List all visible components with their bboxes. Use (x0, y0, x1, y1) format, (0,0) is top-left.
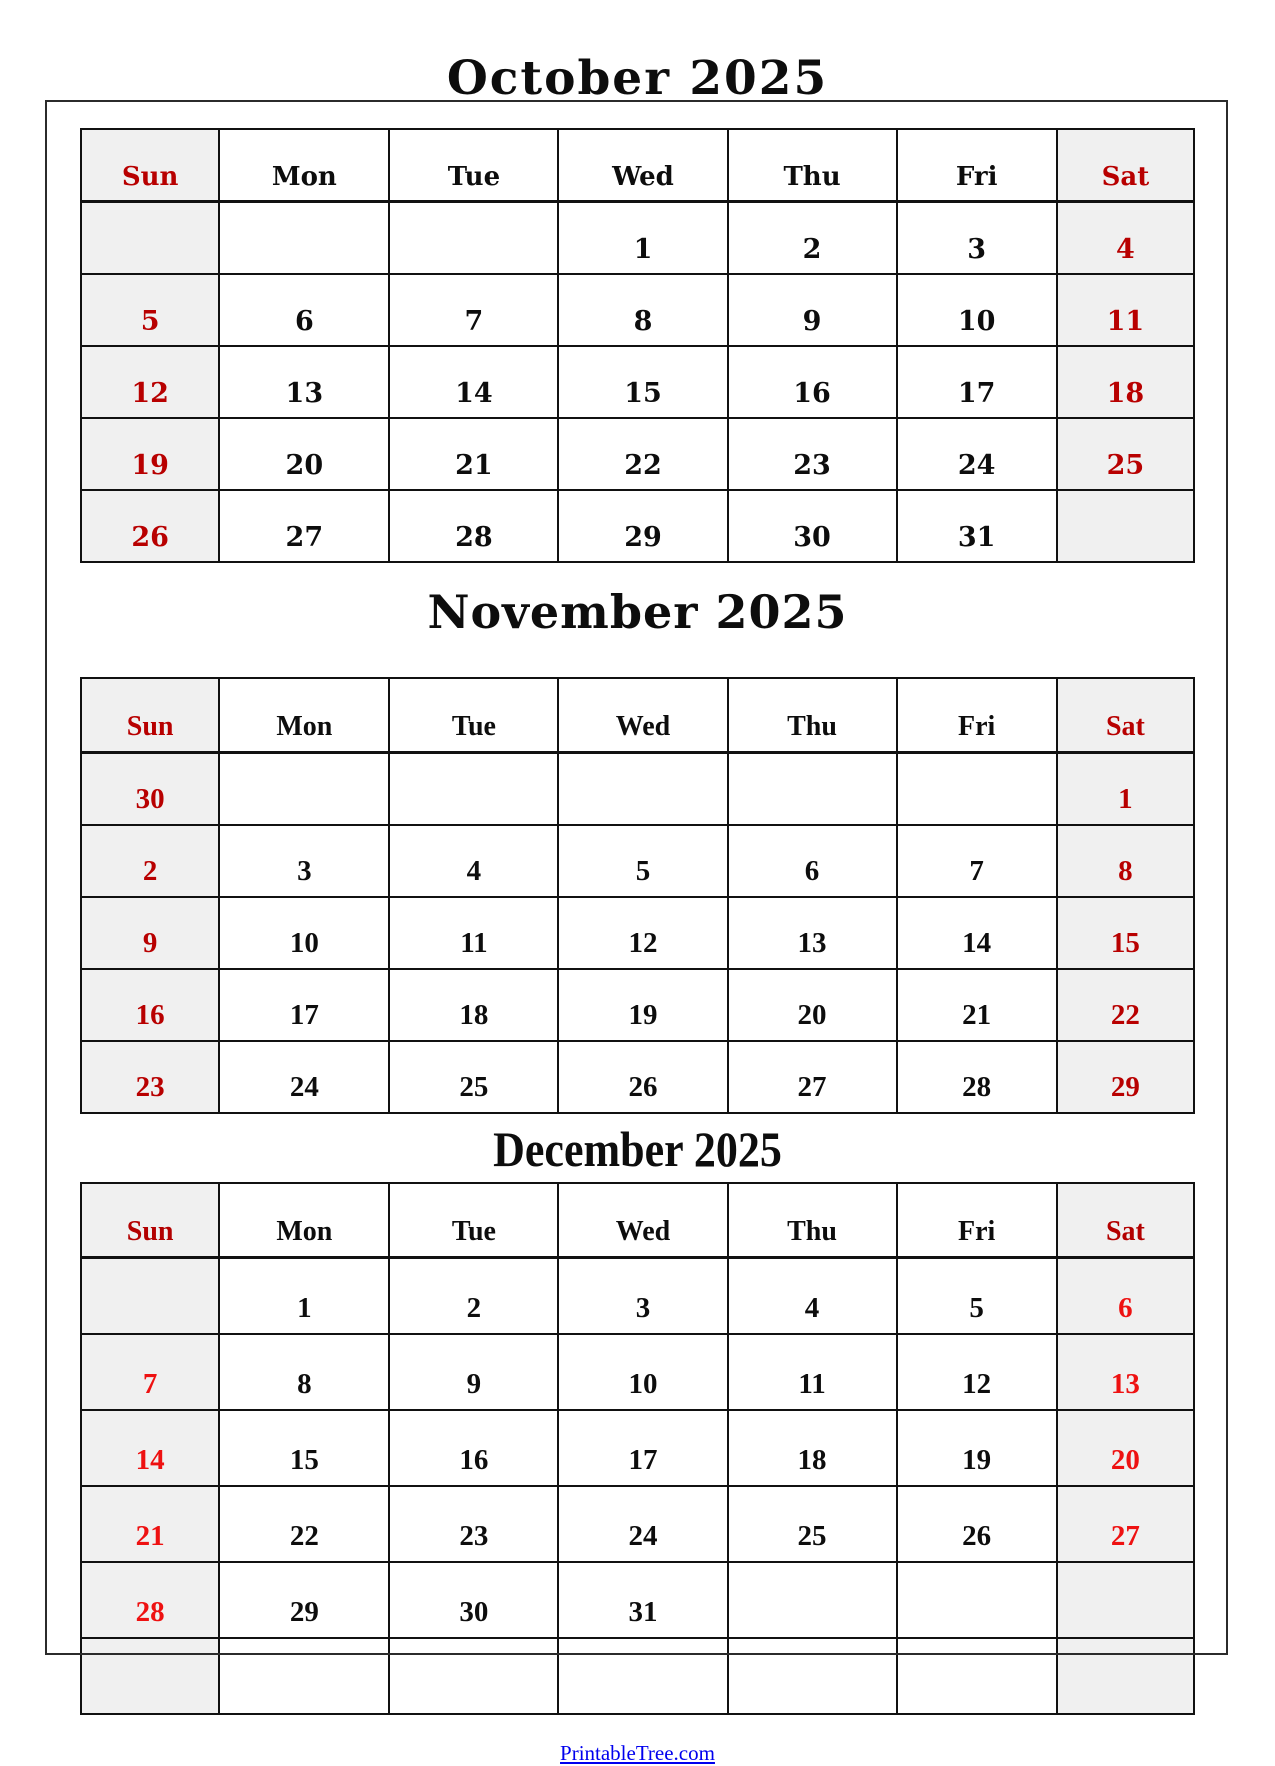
month-title-october: October 2025 (446, 51, 829, 106)
day-header-thu: Thu (728, 129, 897, 202)
day-header-mon: Mon (219, 678, 389, 753)
empty-day-cell (389, 753, 558, 826)
day-cell-november-4: 4 (389, 825, 558, 897)
empty-day-cell (897, 1562, 1057, 1638)
empty-day-cell (558, 1638, 727, 1714)
day-header-wed: Wed (558, 1183, 727, 1258)
day-cell-october-5: 5 (81, 274, 219, 346)
calendar-table-october (80, 128, 1195, 563)
empty-day-cell (1057, 490, 1194, 562)
day-header-thu: Thu (728, 1183, 897, 1258)
day-cell-november-23: 23 (81, 1041, 219, 1113)
day-cell-november-11: 11 (389, 897, 558, 969)
week-row (81, 1410, 1194, 1486)
day-cell-october-7: 7 (389, 274, 558, 346)
day-cell-october-9: 9 (728, 274, 897, 346)
day-cell-october-28: 28 (389, 490, 558, 562)
week-row (81, 1041, 1194, 1113)
empty-day-cell (81, 202, 219, 275)
day-cell-november-13: 13 (728, 897, 897, 969)
day-cell-november-17: 17 (219, 969, 389, 1041)
day-cell-december-30: 30 (389, 1562, 558, 1638)
day-cell-december-15: 15 (219, 1410, 389, 1486)
day-header-sun: Sun (81, 678, 219, 753)
day-cell-november-18: 18 (389, 969, 558, 1041)
empty-day-cell (81, 1638, 219, 1714)
calendar-december (80, 1121, 1195, 1715)
day-header-wed: Wed (558, 678, 727, 753)
day-header-tue: Tue (389, 678, 558, 753)
day-header-sat: Sat (1057, 678, 1194, 753)
calendar-table-november (80, 677, 1195, 1114)
day-cell-november-12: 12 (558, 897, 727, 969)
day-cell-december-14: 14 (81, 1410, 219, 1486)
day-cell-december-7: 7 (81, 1334, 219, 1410)
day-header-fri: Fri (897, 129, 1057, 202)
empty-day-cell (1057, 1562, 1194, 1638)
day-cell-october-29: 29 (558, 490, 727, 562)
day-cell-december-8: 8 (219, 1334, 389, 1410)
day-header-tue: Tue (389, 1183, 558, 1258)
day-cell-december-16: 16 (389, 1410, 558, 1486)
day-header-fri: Fri (897, 678, 1057, 753)
day-cell-november-20: 20 (728, 969, 897, 1041)
day-cell-november-5: 5 (558, 825, 727, 897)
day-header-wed: Wed (558, 129, 727, 202)
week-row (81, 1334, 1194, 1410)
day-cell-november-3: 3 (219, 825, 389, 897)
week-row (81, 418, 1194, 490)
day-cell-october-30: 30 (728, 490, 897, 562)
day-cell-october-24: 24 (897, 418, 1057, 490)
day-cell-october-17: 17 (897, 346, 1057, 418)
day-cell-december-27: 27 (1057, 1486, 1194, 1562)
footer (0, 1741, 1275, 1766)
day-cell-december-1: 1 (219, 1258, 389, 1335)
day-cell-december-5: 5 (897, 1258, 1057, 1335)
empty-day-cell (219, 202, 389, 275)
day-header-fri: Fri (897, 1183, 1057, 1258)
day-header-sun: Sun (81, 129, 219, 202)
day-cell-october-20: 20 (219, 418, 389, 490)
day-cell-december-23: 23 (389, 1486, 558, 1562)
day-cell-november-6: 6 (728, 825, 897, 897)
day-header-thu: Thu (728, 678, 897, 753)
day-cell-december-28: 28 (81, 1562, 219, 1638)
day-cell-december-10: 10 (558, 1334, 727, 1410)
day-cell-november-28: 28 (897, 1041, 1057, 1113)
day-cell-november-16: 16 (81, 969, 219, 1041)
day-cell-november-9: 9 (81, 897, 219, 969)
day-cell-november-26: 26 (558, 1041, 727, 1113)
day-cell-december-6: 6 (1057, 1258, 1194, 1335)
day-cell-november-30: 30 (81, 753, 219, 826)
day-cell-october-10: 10 (897, 274, 1057, 346)
day-cell-october-11: 11 (1057, 274, 1194, 346)
day-cell-october-23: 23 (728, 418, 897, 490)
day-cell-november-2: 2 (81, 825, 219, 897)
day-cell-october-25: 25 (1057, 418, 1194, 490)
day-cell-october-22: 22 (558, 418, 727, 490)
week-row (81, 897, 1194, 969)
day-cell-december-9: 9 (389, 1334, 558, 1410)
day-cell-november-24: 24 (219, 1041, 389, 1113)
day-cell-october-8: 8 (558, 274, 727, 346)
week-row (81, 274, 1194, 346)
day-cell-november-7: 7 (897, 825, 1057, 897)
empty-day-cell (219, 1638, 389, 1714)
weekday-header-row (81, 1183, 1194, 1258)
week-row (81, 969, 1194, 1041)
day-cell-october-14: 14 (389, 346, 558, 418)
day-cell-october-13: 13 (219, 346, 389, 418)
day-cell-november-15: 15 (1057, 897, 1194, 969)
day-header-mon: Mon (219, 129, 389, 202)
day-cell-november-1: 1 (1057, 753, 1194, 826)
printabletree-link[interactable]: PrintableTree.com (560, 1741, 715, 1765)
day-header-sat: Sat (1057, 1183, 1194, 1258)
printable-calendar-page (0, 51, 1275, 1765)
week-row (81, 1562, 1194, 1638)
day-cell-october-27: 27 (219, 490, 389, 562)
week-row (81, 753, 1194, 826)
day-cell-october-4: 4 (1057, 202, 1194, 275)
empty-day-cell (389, 1638, 558, 1714)
day-header-sun: Sun (81, 1183, 219, 1258)
empty-day-cell (219, 753, 389, 826)
empty-day-cell (728, 1638, 897, 1714)
day-cell-october-2: 2 (728, 202, 897, 275)
day-header-tue: Tue (389, 129, 558, 202)
day-header-mon: Mon (219, 1183, 389, 1258)
week-row (81, 346, 1194, 418)
empty-day-cell (1057, 1638, 1194, 1714)
day-cell-october-15: 15 (558, 346, 727, 418)
day-cell-december-22: 22 (219, 1486, 389, 1562)
week-row (81, 202, 1194, 275)
month-title-november: November 2025 (427, 585, 848, 639)
day-cell-october-1: 1 (558, 202, 727, 275)
day-cell-october-12: 12 (81, 346, 219, 418)
day-cell-october-31: 31 (897, 490, 1057, 562)
week-row (81, 1638, 1194, 1714)
day-cell-october-21: 21 (389, 418, 558, 490)
empty-day-cell (81, 1258, 219, 1335)
empty-day-cell (897, 1638, 1057, 1714)
empty-day-cell (728, 753, 897, 826)
day-cell-december-19: 19 (897, 1410, 1057, 1486)
day-cell-october-26: 26 (81, 490, 219, 562)
day-cell-november-29: 29 (1057, 1041, 1194, 1113)
day-cell-october-18: 18 (1057, 346, 1194, 418)
day-cell-november-22: 22 (1057, 969, 1194, 1041)
week-row (81, 490, 1194, 562)
week-row (81, 825, 1194, 897)
week-row (81, 1258, 1194, 1335)
day-cell-december-2: 2 (389, 1258, 558, 1335)
day-cell-november-19: 19 (558, 969, 727, 1041)
empty-day-cell (558, 753, 727, 826)
day-cell-december-18: 18 (728, 1410, 897, 1486)
weekday-header-row (81, 129, 1194, 202)
day-cell-november-25: 25 (389, 1041, 558, 1113)
calendar-november (80, 585, 1195, 1114)
day-cell-october-6: 6 (219, 274, 389, 346)
day-cell-november-14: 14 (897, 897, 1057, 969)
calendar-october (80, 51, 1195, 563)
day-cell-november-21: 21 (897, 969, 1057, 1041)
calendar-table-december (80, 1182, 1195, 1715)
day-cell-december-29: 29 (219, 1562, 389, 1638)
day-cell-december-24: 24 (558, 1486, 727, 1562)
week-row (81, 1486, 1194, 1562)
calendar-content (80, 51, 1195, 1715)
day-cell-december-12: 12 (897, 1334, 1057, 1410)
empty-day-cell (389, 202, 558, 275)
day-cell-october-16: 16 (728, 346, 897, 418)
day-cell-november-10: 10 (219, 897, 389, 969)
day-cell-december-4: 4 (728, 1258, 897, 1335)
empty-day-cell (728, 1562, 897, 1638)
day-header-sat: Sat (1057, 129, 1194, 202)
month-title-december: December 2025 (493, 1121, 782, 1177)
day-cell-october-19: 19 (81, 418, 219, 490)
day-cell-december-3: 3 (558, 1258, 727, 1335)
empty-day-cell (897, 753, 1057, 826)
day-cell-december-31: 31 (558, 1562, 727, 1638)
weekday-header-row (81, 678, 1194, 753)
day-cell-october-3: 3 (897, 202, 1057, 275)
day-cell-december-17: 17 (558, 1410, 727, 1486)
day-cell-november-27: 27 (728, 1041, 897, 1113)
day-cell-november-8: 8 (1057, 825, 1194, 897)
day-cell-december-26: 26 (897, 1486, 1057, 1562)
day-cell-december-20: 20 (1057, 1410, 1194, 1486)
day-cell-december-13: 13 (1057, 1334, 1194, 1410)
day-cell-december-21: 21 (81, 1486, 219, 1562)
day-cell-december-11: 11 (728, 1334, 897, 1410)
day-cell-december-25: 25 (728, 1486, 897, 1562)
